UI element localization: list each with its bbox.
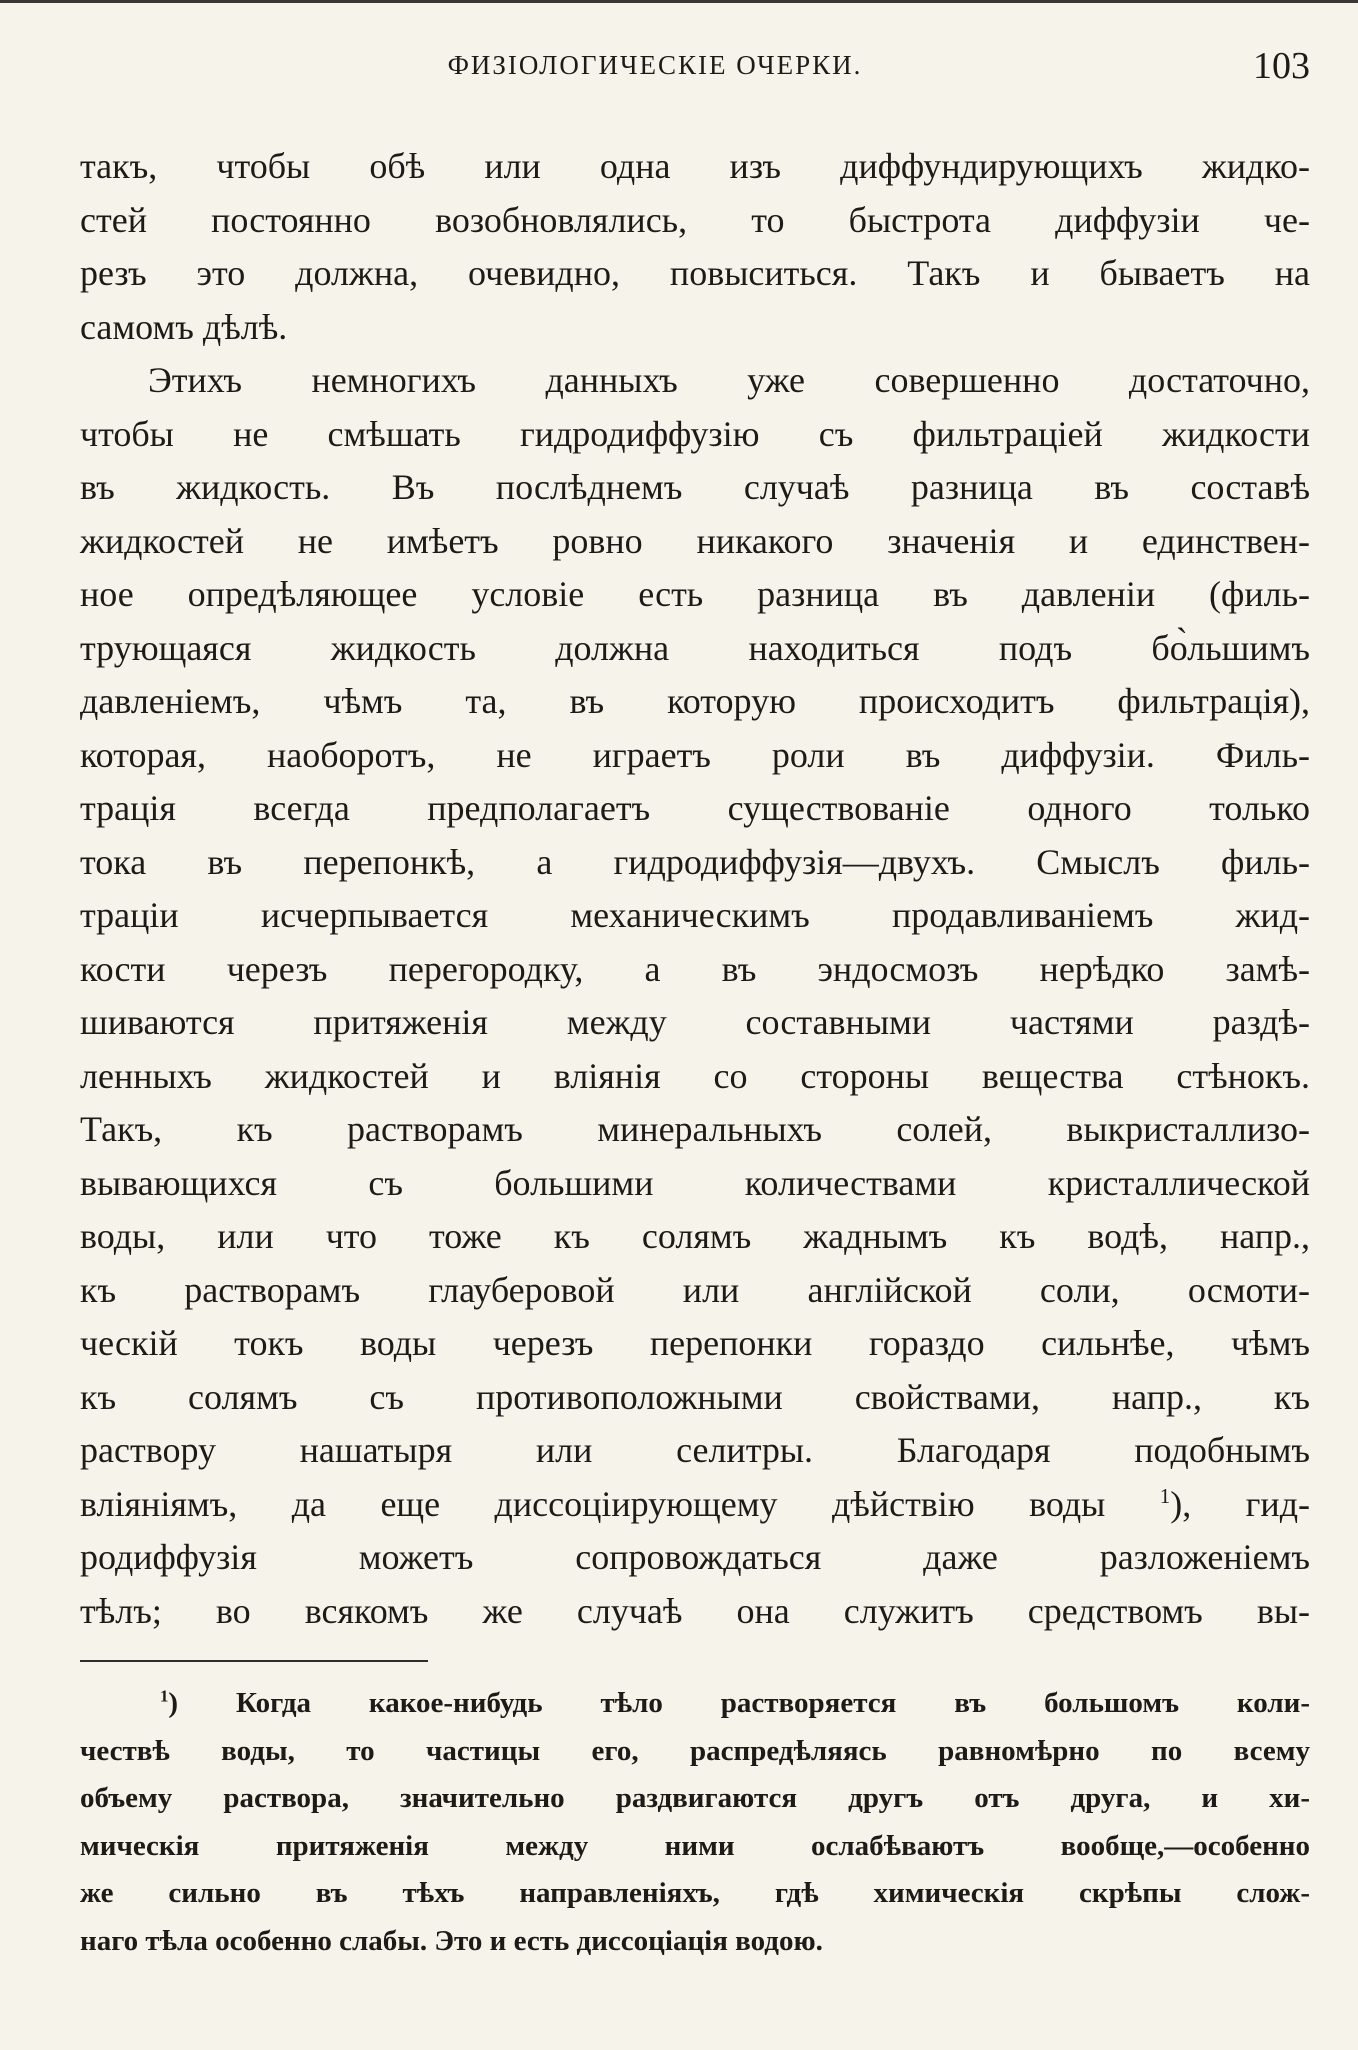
text-line: шиваются притяженія между составными частями раздѣ- [80, 1002, 1310, 1042]
page-number: 103 [1253, 45, 1310, 87]
footnote-line: объему раствора, значительно раздвигаются другъ отъ друга, и хи- [80, 1782, 1310, 1814]
text-line: трующаяся жидкость должна находиться подъ бо̀льшимъ [80, 627, 1310, 668]
main-text [80, 140, 1310, 1638]
running-title: ФИЗІОЛОГИЧЕСКІЕ ОЧЕРКИ. [447, 50, 863, 80]
text-line: тока въ перепонкѣ, а гидродиффузія—двухъ. Смыслъ филь- [80, 841, 1310, 882]
text-line: къ солямъ съ противоположными свойствами, напр., къ [80, 1376, 1310, 1417]
text-line: къ растворамъ глауберовой или англійской соли, осмоти- [80, 1269, 1310, 1310]
footnote-line: же сильно въ тѣхъ направленіяхъ, гдѣ химическія скрѣпы слож- [80, 1877, 1310, 1909]
footnote [80, 1680, 1310, 1965]
text-line: которая, наоборотъ, не играетъ роли въ диффузіи. Филь- [80, 734, 1310, 775]
footnote-line: наго тѣла особенно слабы. Это и есть диссоціація водою. [80, 1924, 823, 1957]
text-line: Такъ, къ растворамъ минеральныхъ солей, выкристаллизо- [80, 1109, 1310, 1149]
text-line: кости черезъ перегородку, а въ эндосмозъ нерѣдко замѣ- [80, 948, 1310, 989]
text-line-with-footnote-ref [80, 1478, 1310, 1532]
text-fragment: ), гид- [1170, 1483, 1310, 1524]
text-line: раствору нашатыря или селитры. Благодаря подобнымъ [80, 1430, 1310, 1470]
text-line: родиффузія можетъ сопровождаться даже разложеніемъ [80, 1537, 1310, 1577]
text-line: воды, или что тоже къ солямъ жаднымъ къ водѣ, напр., [80, 1216, 1310, 1256]
footnote-line: мическія притяженія между ними ослабѣваютъ вообще,—особенно [80, 1829, 1310, 1862]
footnote-first-line [80, 1680, 1310, 1728]
text-line: резъ это должна, очевидно, повыситься. Такъ и бываетъ на [80, 253, 1310, 293]
footnote-text: Когда какое-нибудь тѣло растворяется въ большомъ коли- [236, 1687, 1311, 1719]
top-edge-rule [0, 0, 1358, 3]
footnote-divider [80, 1660, 428, 1662]
text-line: такъ, чтобы обѣ или одна изъ диффундирующихъ жидко- [80, 146, 1310, 186]
running-head [80, 44, 1310, 92]
text-line: ческій токъ воды черезъ перепонки гораздо сильнѣе, чѣмъ [80, 1323, 1310, 1363]
text-line: въ жидкость. Въ послѣднемъ случаѣ разница въ составѣ [80, 467, 1310, 507]
footnote-marker: 1 [160, 1686, 169, 1706]
text-line: Этихъ немногихъ данныхъ уже совершенно достаточно, [148, 360, 1310, 400]
text-line: давленіемъ, чѣмъ та, въ которую происходитъ фильтрація), [80, 681, 1310, 721]
text-fragment: вліяніямъ, да еще диссоціирующему дѣйствію воды [80, 1483, 1106, 1524]
text-line: тѣлъ; во всякомъ же случаѣ она служитъ средствомъ вы- [80, 1590, 1310, 1631]
text-line: жидкостей не имѣетъ ровно никакого значенія и единствен- [80, 520, 1310, 561]
text-line: ное опредѣляющее условіе есть разница въ давленіи (филь- [80, 574, 1310, 614]
footnote-line: чествѣ воды, то частицы его, распредѣляясь равномѣрно по всему [80, 1734, 1310, 1767]
footnote-reference[interactable]: 1 [1159, 1483, 1171, 1508]
text-line: ленныхъ жидкостей и вліянія со стороны вещества стѣнокъ. [80, 1055, 1310, 1096]
footnote-marker-paren: ) [168, 1687, 179, 1719]
text-line: стей постоянно возобновлялись, то быстрота диффузіи че- [80, 199, 1310, 240]
text-line: трація всегда предполагаетъ существованіе одного только [80, 788, 1310, 828]
text-line: вывающихся съ большими количествами кристаллической [80, 1162, 1310, 1203]
text-line: самомъ дѣлѣ. [80, 306, 288, 347]
text-line: траціи исчерпывается механическимъ продавливаніемъ жид- [80, 895, 1310, 935]
text-line: чтобы не смѣшать гидродиффузію съ фильтраціей жидкости [80, 413, 1310, 454]
